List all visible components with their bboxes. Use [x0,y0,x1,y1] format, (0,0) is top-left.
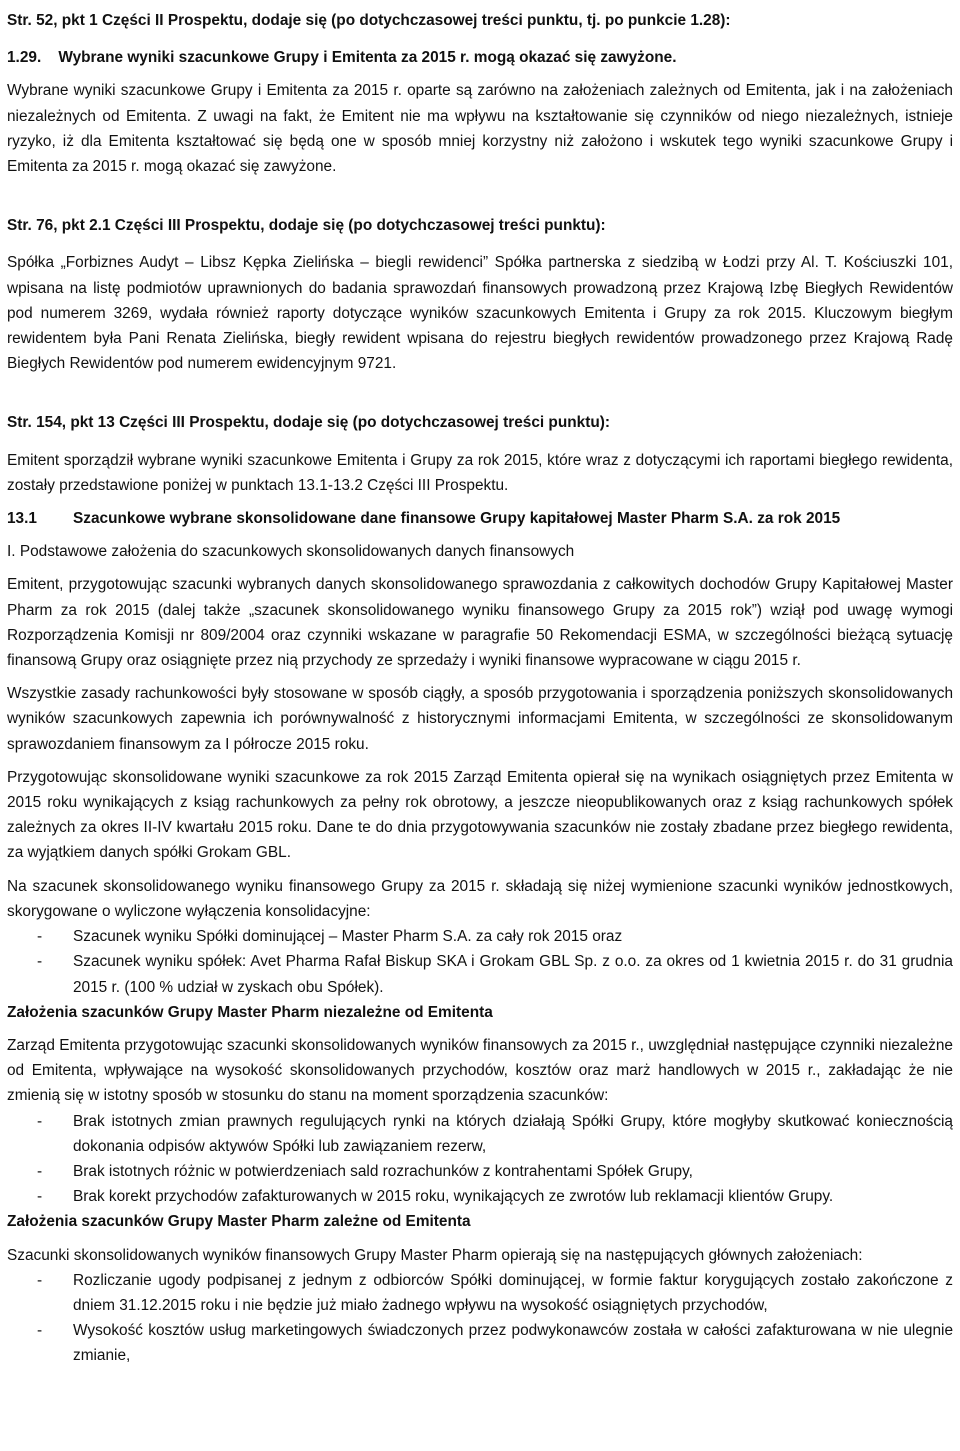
intro-paragraph: Emitent sporządził wybrane wyniki szacunkowe Emitenta i Grupy za rok 2015, które wraz z dotyczącymi ich raportami biegłego rewidenta, zostały przedstawione poniżej w punktach 13.1-13.2 Części III Prospektu. [7,451,953,494]
dependent-factors-list [7,1268,953,1369]
amendment-header-2: Str. 76, pkt 2.1 Części III Prospektu, dodaje się (po dotychczasowej treści punktu): [7,217,606,235]
independent-factors-list [7,1109,953,1210]
paragraph-dependent: Szacunki skonsolidowanych wyników finansowych Grupy Master Pharm opierają się na następujących głównych założeniach: [7,1246,863,1264]
amendment-header-3: Str. 154, pkt 13 Części III Prospektu, dodaje się (po dotychczasowej treści punktu): [7,414,610,432]
heading-independent: Założenia szacunków Grupy Master Pharm niezależne od Emitenta [7,1003,493,1021]
list-item: - Szacunek wyniku spółek: Avet Pharma Rafał Biskup SKA i Grokam GBL Sp. z o.o. za okres od 1 kwietnia 2015 r. do 31 grudnia 2015 r. (100 % udział w zyskach obu Spółek). [37,953,953,996]
list-item: - Wysokość kosztów usług marketingowych świadczonych przez podwykonawców została w całości zafakturowana w nie ulegnie zmianie, [37,1322,953,1365]
section-title: Szacunkowe wybrane skonsolidowane dane finansowe Grupy kapitałowej Master Pharm S.A. za rok 2015 [73,510,841,528]
list-item: - Brak istotnych zmian prawnych regulujących rynki na których działają Spółki Grupy, które mogłyby skutkować koniecznością dokonania odpisów aktywów Spółki lub zawiązaniem rezerw, [37,1112,953,1155]
risk-body: Wybrane wyniki szacunkowe Grupy i Emitenta za 2015 r. oparte są zarówno na założeniach zależnych od Emitenta, jak i na założeniach niezależnych od Emitenta. Z uwagi na fakt, że Emitent nie ma wpływu na kształtowanie się czynników od niego niezależnych, istnieje ryzyko, iż dla Emitenta kształtować się będą one w sposób mniej korzystny niż założono i wskutek tego wyniki szacunkowe Grupy i Emitenta za 2015 r. mogą okazać się zawyżone. [7,82,953,176]
paragraph-independent: Zarząd Emitenta przygotowując szacunki skonsolidowanych wyników finansowych za 2015 r., uwzględniał następujące czynniki niezależne od Emitenta, wpływające na wysokość skonsolidowanych przychodów, kosztów oraz marż handlowych w 2015 r., zakładając że nie zmienią się w istotny sposób w stosunku do stanu na moment sporządzenia szacunków: [7,1036,953,1105]
risk-title: 1.29. Wybrane wyniki szacunkowe Grupy i Emitenta za 2015 r. mogą okazać się zawyżone. [7,49,677,67]
paragraph-composition: Na szacunek skonsolidowanego wyniku finansowego Grupy za 2015 r. składają się niżej wymienione szacunki wyników jednostkowych, skorygowane o wyliczone wyłączenia konsolidacyjne: [7,877,953,920]
section-heading [7,506,953,531]
paragraph-assumptions: Emitent, przygotowując szacunki wybranych danych skonsolidowanego sprawozdania z całkowitych dochodów Grupy Kapitałowej Master Pharm za rok 2015 (dalej także „szacunek skonsolidowanego wyniku finansowego Grupy za 2015 rok”) wziął pod uwagę wymogi Rozporządzenia Komisji nr 809/2004 oraz czynniki wskazane w paragrafie 50 Rekomendacji ESMA, w szczególności bieżącą sytuację finansową Grupy oraz osiągnięte przez nią przychody ze sprzedaży i wyniki finansowe wypracowane w ciągu 2015 r. [7,576,953,670]
list-item: - Brak korekt przychodów zafakturowanych w 2015 roku, wynikających ze zwrotów lub reklamacji klientów Grupy. [37,1188,834,1206]
list-item: - Rozliczanie ugody podpisanej z jednym z odbiorców Spółki dominującej, w formie faktur korygujących zostało zakończone z dniem 31.12.2015 roku i nie będzie już miało żadnego wpływu na wysokość osiągniętych przychodów, [37,1271,953,1314]
section-number: 13.1 [7,510,37,528]
paragraph-preparation: Przygotowując skonsolidowane wyniki szacunkowe za rok 2015 Zarząd Emitenta opierał się na wynikach osiągniętych przez Emitenta w 2015 roku wynikających z ksiąg rachunkowych za pełny rok obrotowy, a jeszcze nieopublikowanych oraz z ksiąg rachunkowych spółek zależnych za okres II-IV kwartału 2015 roku. Dane te do dnia przygotowywania szacunków nie zostały zbadane przez biegłego rewidenta, za wyjątkiem danych spółki Grokam GBL. [7,768,953,862]
subheading: I. Podstawowe założenia do szacunkowych skonsolidowanych danych finansowych [7,543,575,561]
paragraph-accounting: Wszystkie zasady rachunkowości były stosowane w sposób ciągły, a sposób przygotowania i sporządzenia poniższych skonsolidowanych wyników szacunkowych zapewnia ich porównywalność z historycznymi informacjami Emitenta, w szczególności ze skonsolidowanym sprawozdaniem finansowym za I półrocze 2015 roku. [7,685,953,753]
heading-dependent: Założenia szacunków Grupy Master Pharm zależne od Emitenta [7,1213,471,1231]
list-item: - Szacunek wyniku Spółki dominującej – Master Pharm S.A. za cały rok 2015 oraz [37,928,623,946]
estimates-list [7,924,953,1000]
amendment-header-1: Str. 52, pkt 1 Części II Prospektu, dodaje się (po dotychczasowej treści punktu, tj. po punkcie 1.28): [7,12,731,29]
auditor-paragraph: Spółka „Forbiznes Audyt – Libsz Kępka Zielińska – biegli rewidenci” Spółka partnerska z siedzibą w Łodzi przy Al. T. Kościuszki 101, wpisana na listę podmiotów uprawnionych do badania sprawozdań finansowych prowadzoną przez Krajową Izbę Biegłych Rewidentów pod numerem 3269, wydała również raporty dotyczące wyników szacunkowych Emitenta i Grupy za rok 2015. Kluczowym biegłym rewidentem była Pani Renata Zielińska, biegły rewident wpisana do rejestru biegłych rewidentów prowadzonego przez Krajową Radę Biegłych Rewidentów pod numerem ewidencyjnym 9721. [7,254,953,373]
list-item: - Brak istotnych różnic w potwierdzeniach sald rozrachunków z kontrahentami Spółek Grupy, [37,1162,693,1180]
